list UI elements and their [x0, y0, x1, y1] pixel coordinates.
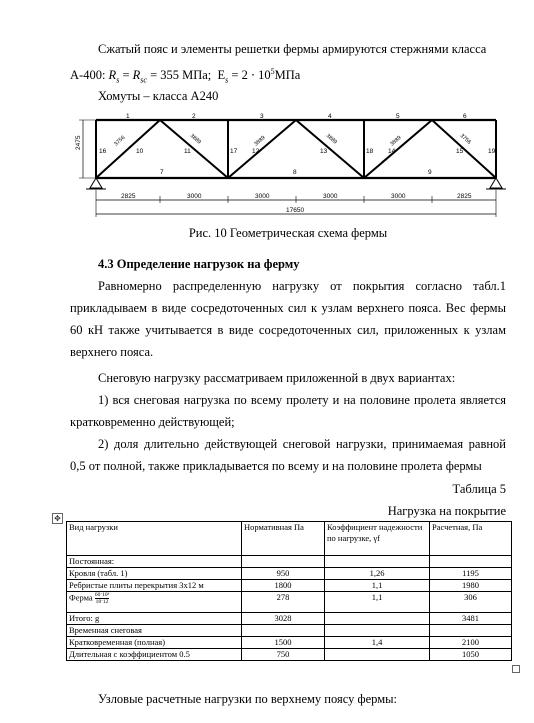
diag-length-5: 3889 — [389, 134, 403, 148]
diag-node-14: 14 — [388, 148, 396, 155]
table-cell: 306 — [430, 592, 512, 613]
top-node-1: 1 — [126, 113, 130, 120]
top-node-5: 5 — [396, 113, 400, 120]
table-header-row — [67, 522, 512, 556]
fraction-denominator: 18⋅12 — [95, 599, 109, 605]
table-cell: 1500 — [242, 637, 325, 649]
rs-sub: s — [116, 75, 120, 85]
table-row — [67, 625, 512, 637]
last-line: Узловые расчетные нагрузки по верхнему поясу фермы: — [98, 692, 397, 706]
table-cell: 2100 — [430, 637, 512, 649]
table-cell: 1,4 — [325, 637, 430, 649]
vertical-node-17: 17 — [230, 148, 238, 155]
header-cell: Нормативная Па — [242, 522, 325, 556]
table-row — [67, 568, 512, 580]
steel-class: А-400: — [70, 68, 106, 83]
rsc-sub: sc — [140, 75, 147, 85]
table-cell: Итого: g — [67, 613, 242, 625]
table-cell — [325, 649, 430, 661]
diag-length-6: 3756 — [458, 133, 472, 146]
table-cell — [325, 556, 430, 568]
header-cell: Вид нагрузки — [67, 522, 242, 556]
table-cell: Кратковременная (полная) — [67, 637, 242, 649]
span-3: 3000 — [255, 193, 270, 200]
table-cell — [325, 625, 430, 637]
para6: 2) доля длительно действующей снеговой нагрузки, принимаемая равной 0,5 от полной, также прикладывается по всему и на половине пролета фермы — [70, 437, 506, 473]
table-row — [67, 637, 512, 649]
diag-length-1: 3756 — [113, 134, 127, 148]
vertical-node-16: 16 — [99, 148, 107, 155]
table-row — [67, 613, 512, 625]
table-cell — [430, 556, 512, 568]
span-6: 2825 — [457, 193, 472, 200]
table-cell: Кровля (табл. 1) — [67, 568, 242, 580]
table-cell: 1050 — [430, 649, 512, 661]
es-sub: s — [225, 75, 229, 85]
top-node-3: 3 — [260, 113, 264, 120]
table-cell: 1800 — [242, 580, 325, 592]
diag-node-11: 11 — [184, 148, 191, 155]
para3: Равномерно распределенную нагрузку от покрытия согласно табл.1 прикладываем в виде сосредоточенных сил к узлам верхнего пояса. Вес фермы 60 кН также учитывается в виде сосредоточенных сил, приложенных к узлам верхнего пояса. — [70, 279, 506, 359]
span-4: 3000 — [323, 193, 338, 200]
table-cell: 278 — [242, 592, 325, 613]
rs-symbol: R — [108, 68, 117, 83]
table-cell: 1980 — [430, 580, 512, 592]
table-cell: 1195 — [430, 568, 512, 580]
table-row — [67, 580, 512, 592]
table-cell: 750 — [242, 649, 325, 661]
table-cell — [325, 613, 430, 625]
table-cell: 3028 — [242, 613, 325, 625]
table-resize-handle-icon[interactable] — [512, 665, 520, 673]
es-unit: МПа — [274, 68, 301, 83]
bottom-node-8: 8 — [293, 169, 297, 176]
table-cell: Длительная с коэффициентом 0.5 — [67, 649, 242, 661]
table-cell: Временная снеговая — [67, 625, 242, 637]
header-cell: Коэффициент надежности по нагрузке, γf — [325, 522, 430, 556]
bottom-node-9: 9 — [428, 169, 432, 176]
diag-node-12: 12 — [252, 148, 260, 155]
bottom-node-7: 7 — [160, 169, 164, 176]
table-cell: 1,1 — [325, 592, 430, 613]
es-value: = 2 ⋅ 10 — [228, 68, 271, 83]
diag-node-10: 10 — [136, 148, 144, 155]
top-node-6: 6 — [463, 113, 467, 120]
diag-length-3: 3889 — [253, 134, 267, 148]
fraction-numerator: 60⋅10³ — [94, 592, 110, 598]
figure-caption: Рис. 10 Геометрическая схема фермы — [188, 226, 388, 240]
top-node-4: 4 — [328, 113, 332, 120]
rsc-symbol: R — [132, 68, 141, 83]
table-cell: 3481 — [430, 613, 512, 625]
span-5: 3000 — [391, 193, 406, 200]
table-cell: 1,26 — [325, 568, 430, 580]
eq-sign: = — [119, 68, 133, 83]
diag-node-15: 15 — [456, 148, 464, 155]
table-cell — [67, 592, 242, 613]
table-cell: Ребристые плиты перекрытия 3x12 м — [67, 580, 242, 592]
table-cell — [430, 625, 512, 637]
header-cell: Расчетная, Па — [430, 522, 512, 556]
table-cell: 1,1 — [325, 580, 430, 592]
load-table — [66, 521, 512, 661]
table-cell: 950 — [242, 568, 325, 580]
truss-diagram — [70, 110, 506, 222]
para1-line1: Сжатый пояс и элементы решетки фермы армируются стержнями класса — [98, 42, 487, 56]
para5: 1) вся снеговая нагрузка по всему пролету и на половине пролета является кратковременно действующей; — [70, 393, 506, 429]
table-label: Таблица 5 — [452, 482, 506, 496]
table-title: Нагрузка на покрытие — [387, 504, 506, 518]
top-node-2: 2 — [192, 113, 196, 120]
rs-value: = 355 МПа; — [146, 68, 212, 83]
diag-length-4: 3889 — [324, 132, 338, 146]
para2: Хомуты – класса А240 — [98, 89, 219, 103]
table-move-handle-icon[interactable]: ✥ — [52, 513, 63, 524]
span-2: 3000 — [187, 193, 202, 200]
table-row — [67, 649, 512, 661]
table-row — [67, 556, 512, 568]
ferma-fraction — [95, 592, 109, 605]
vertical-node-19: 19 — [488, 148, 496, 155]
diag-length-2: 3889 — [188, 132, 202, 146]
table-row — [67, 592, 512, 613]
section-title: 4.3 Определение нагрузок на ферму — [98, 257, 300, 271]
diag-node-13: 13 — [320, 148, 328, 155]
para4: Снеговую нагрузку рассматриваем приложенной в двух вариантах: — [98, 371, 456, 385]
table-cell: Постоянная: — [67, 556, 242, 568]
table-cell — [242, 556, 325, 568]
vertical-node-18: 18 — [366, 148, 374, 155]
height-label: 2475 — [75, 135, 82, 150]
es-symbol: E — [217, 68, 226, 83]
ferma-label: Ферма — [69, 592, 93, 603]
es-exp: 5 — [270, 67, 275, 76]
table-cell — [242, 625, 325, 637]
span-1: 2825 — [121, 193, 136, 200]
span-total: 17650 — [286, 207, 305, 214]
